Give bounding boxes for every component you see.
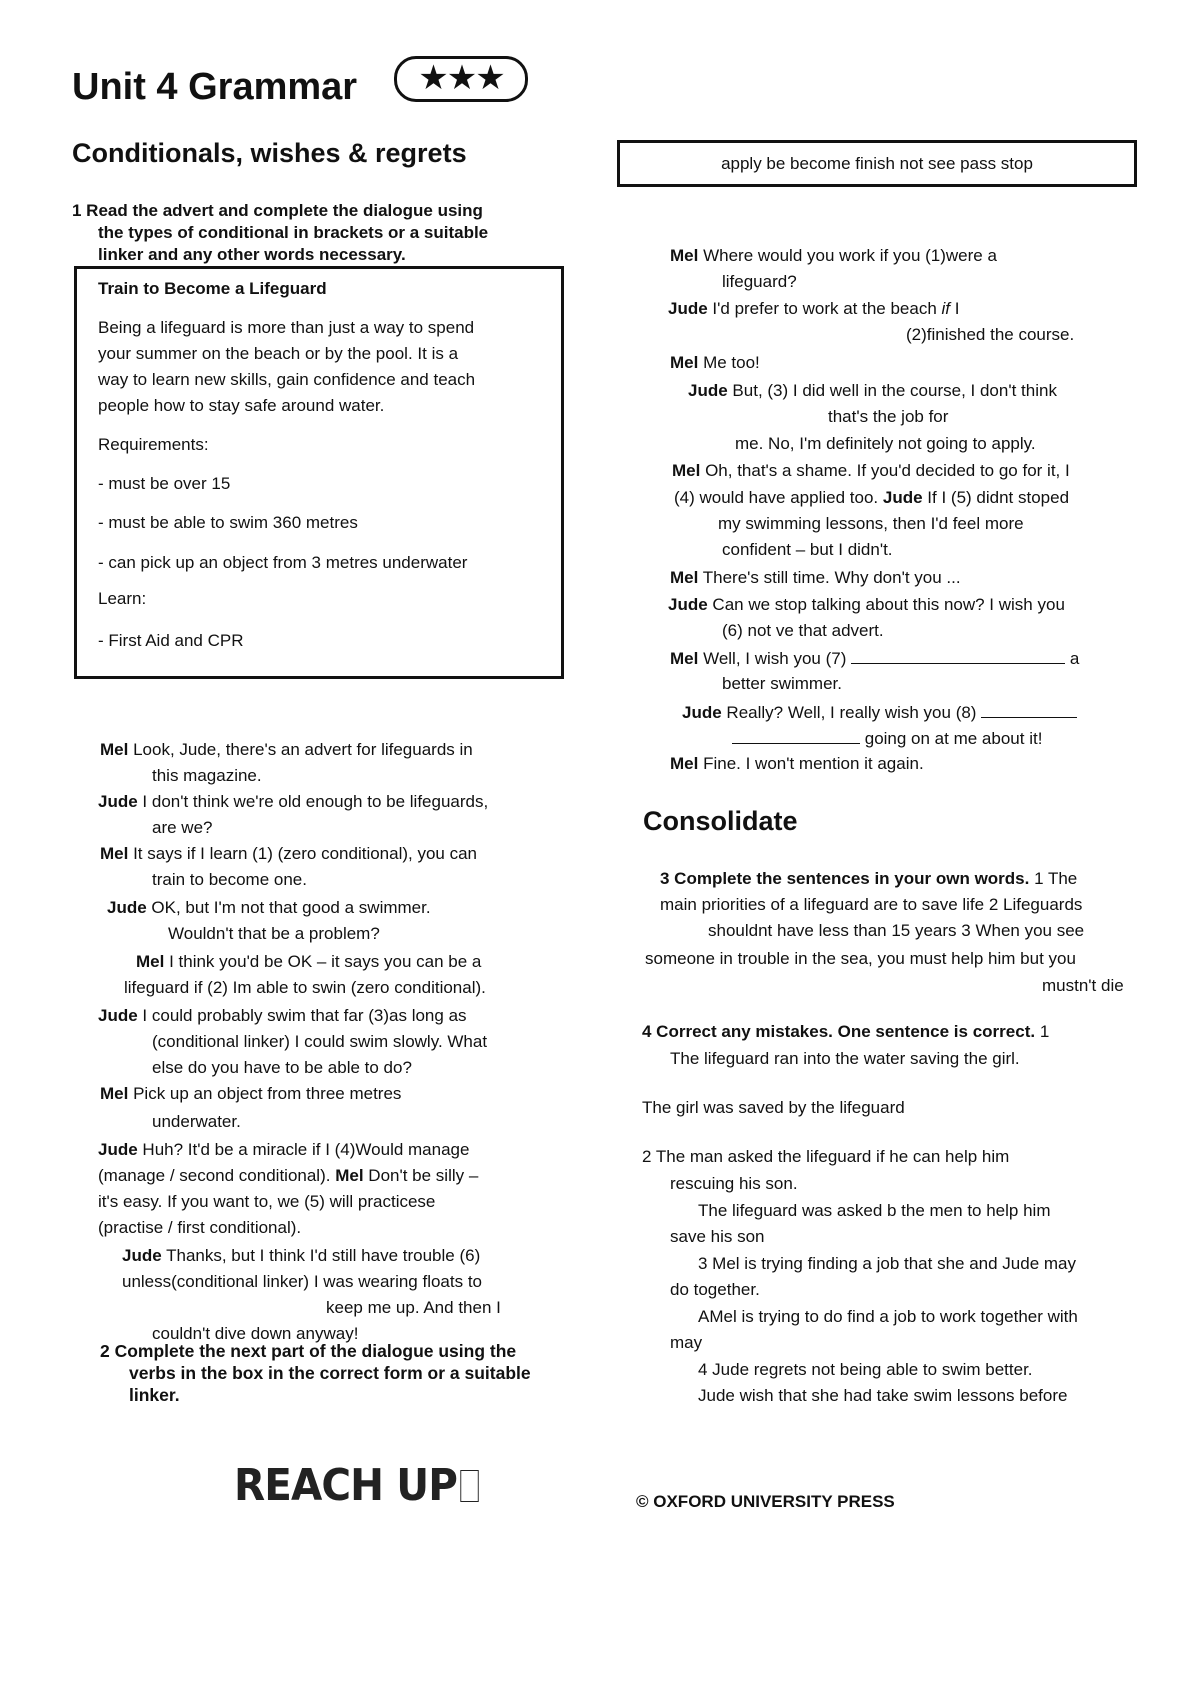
dialogue-line: (4) would have applied too. Jude If I (5) didnt stoped (674, 488, 1070, 507)
dialogue-line: Mel I think you'd be OK – it says you can be a (136, 952, 482, 971)
dialogue-line: Jude Can we stop talking about this now? I wish you (668, 595, 1065, 614)
speaker-name: Mel (136, 952, 165, 971)
speaker-name: Mel (672, 461, 701, 480)
dialogue-line: Jude I don't think we're old enough to be lifeguards, (98, 792, 489, 811)
exercise-4-line: 4 Jude regrets not being able to swim better. (698, 1360, 1033, 1379)
speaker-name: Jude (98, 792, 138, 811)
dialogue-line: Jude Thanks, but I think I'd still have trouble (6) (122, 1246, 481, 1265)
exercise-4-line: do together. (670, 1280, 760, 1299)
dialogue-line: Mel Well, I wish you (7) a (670, 645, 1079, 672)
dialogue-line: Jude OK, but I'm not that good a swimmer. (107, 898, 431, 917)
dialogue-line: lifeguard if (2) Im able to swin (zero conditional). (124, 978, 486, 997)
logo-mark-icon (461, 1470, 479, 1502)
exercise-4-line: 3 Mel is trying finding a job that she and Jude may (698, 1254, 1076, 1273)
speaker-name: Jude (682, 703, 722, 722)
exercise-4-answer: AMel is trying to do find a job to work together with (698, 1307, 1078, 1326)
dialogue-line: Mel There's still time. Why don't you ... (670, 568, 961, 587)
speaker-name: Jude (98, 1140, 138, 1159)
dialogue-line: Mel Look, Jude, there's an advert for lifeguards in (100, 740, 473, 759)
dialogue-line: Jude I could probably swim that far (3)as long as (98, 1006, 467, 1025)
learn-label: Learn: (98, 589, 147, 608)
dialogue-line: me. No, I'm definitely not going to apply. (735, 434, 1036, 453)
exercise-4-answer: The girl was saved by the lifeguard (642, 1098, 905, 1117)
dialogue-line: (conditional linker) I could swim slowly. What (152, 1032, 488, 1051)
dialogue-line: (manage / second conditional). Mel Don't be silly – (98, 1166, 479, 1185)
speaker-name: Mel (670, 353, 699, 372)
dialogue-line: Jude Really? Well, I really wish you (8) (682, 699, 1077, 726)
requirements-label: Requirements: (98, 435, 209, 454)
answer-blank (981, 699, 1077, 718)
speaker-name: Mel (100, 740, 129, 759)
exercise-3-line: someone in trouble in the sea, you must help him but you (645, 949, 1076, 968)
instruction-line: linker and any other words necessary. (98, 245, 406, 264)
exercise-4-instruction: 4 Correct any mistakes. One sentence is correct. (642, 1022, 1036, 1041)
dialogue-line: going on at me about it! (732, 725, 1042, 752)
dialogue-line: that's the job for (828, 407, 949, 426)
dialogue-line: unless(conditional linker) I was wearing floats to (122, 1272, 483, 1291)
exercise-4-answer: may (670, 1333, 703, 1352)
requirement-item: - must be able to swim 360 metres (98, 513, 358, 532)
dialogue-line: better swimmer. (722, 674, 842, 693)
dialogue-line: (practise / first conditional). (98, 1218, 302, 1237)
exercise-4-answer: save his son (670, 1227, 765, 1246)
dialogue-line: Wouldn't that be a problem? (168, 924, 380, 943)
speaker-name: Mel (100, 844, 129, 863)
speaker-name: Jude (882, 488, 923, 507)
advert-body-line: way to learn new skills, gain confidence and teach (98, 370, 476, 389)
dialogue-line: Jude But, (3) I did well in the course, I don't think (688, 381, 1057, 400)
difficulty-stars: ★★★ (394, 56, 528, 102)
exercise-3-line: shouldnt have less than 15 years 3 When you see (708, 921, 1085, 940)
dialogue-line: my swimming lessons, then I'd feel more (718, 514, 1024, 533)
exercise-3-instruction: 3 Complete the sentences in your own words. (660, 869, 1030, 888)
instruction-line: 1 Read the advert and complete the dialogue using (72, 201, 483, 220)
exercise-4-line: 4 Correct any mistakes. One sentence is correct. 1 (642, 1022, 1050, 1041)
dialogue-line: underwater. (152, 1112, 241, 1131)
exercise-2-instruction-line: linker. (129, 1385, 180, 1405)
speaker-name: Jude (668, 299, 708, 318)
dialogue-line: Mel Fine. I won't mention it again. (670, 754, 924, 773)
exercise-3-line: main priorities of a lifeguard are to save life 2 Lifeguards (660, 895, 1083, 914)
dialogue-line: couldn't dive down anyway! (152, 1324, 359, 1343)
instruction-line: the types of conditional in brackets or a suitable (98, 223, 489, 242)
exercise-4-answer: Jude wish that she had take swim lessons before (698, 1386, 1068, 1405)
section-title: Conditionals, wishes & regrets (72, 138, 467, 168)
unit-title: Unit 4 Grammar (72, 66, 358, 108)
exercise-4-line: The lifeguard ran into the water saving the girl. (670, 1049, 1020, 1068)
publisher-footer: © OXFORD UNIVERSITY PRESS (636, 1492, 895, 1511)
requirement-item: - must be over 15 (98, 474, 231, 493)
dialogue-line: Mel Where would you work if you (1)were a (670, 246, 997, 265)
exercise-1-instruction (72, 200, 592, 266)
answer-blank (851, 645, 1065, 664)
exercise-2-instruction-line: verbs in the box in the correct form or a suitable (129, 1363, 531, 1383)
dialogue-line: (2)finished the course. (906, 325, 1075, 344)
exercise-4-answer: The lifeguard was asked b the men to help him (698, 1201, 1051, 1220)
dialogue-line: (6) not ve that advert. (722, 621, 884, 640)
requirement-item: - can pick up an object from 3 metres underwater (98, 553, 468, 572)
speaker-name: Jude (98, 1006, 138, 1025)
speaker-name: Jude (122, 1246, 162, 1265)
dialogue-line: Mel Oh, that's a shame. If you'd decided to go for it, I (672, 461, 1070, 480)
speaker-name: Mel (670, 568, 699, 587)
dialogue-line: train to become one. (152, 870, 307, 889)
dialogue-line: Mel Pick up an object from three metres (100, 1084, 402, 1103)
learn-item: - First Aid and CPR (98, 631, 244, 650)
speaker-name: Jude (107, 898, 147, 917)
advert-title: Train to Become a Lifeguard (98, 279, 327, 298)
dialogue-line: Jude I'd prefer to work at the beach if I (668, 299, 960, 318)
speaker-name: Mel (100, 1084, 129, 1103)
dialogue-line: it's easy. If you want to, we (5) will practicese (98, 1192, 436, 1211)
exercise-3-line: 3 Complete the sentences in your own words. 1 The (660, 869, 1078, 888)
exercise-2-instruction-line: 2 Complete the next part of the dialogue using the (100, 1341, 517, 1361)
speaker-name: Mel (670, 246, 699, 265)
dialogue-line: keep me up. And then I (326, 1298, 501, 1317)
speaker-name: Mel (670, 649, 699, 668)
dialogue-line: are we? (152, 818, 213, 837)
consolidate-title: Consolidate (643, 806, 798, 836)
dialogue-line: Mel Me too! (670, 353, 760, 372)
exercise-4-line: rescuing his son. (670, 1174, 798, 1193)
dialogue-line: lifeguard? (722, 272, 797, 291)
exercise-4-line: 2 The man asked the lifeguard if he can help him (642, 1147, 1010, 1166)
speaker-name: Jude (668, 595, 708, 614)
dialogue-line: this magazine. (152, 766, 262, 785)
dialogue-line: Mel It says if I learn (1) (zero conditional), you can (100, 844, 478, 863)
speaker-name: Jude (688, 381, 728, 400)
dialogue-line: Jude Huh? It'd be a miracle if I (4)Would manage (98, 1140, 470, 1159)
word-box: apply be become finish not see pass stop (617, 140, 1137, 187)
speaker-name: Mel (335, 1166, 364, 1185)
speaker-name: Mel (670, 754, 699, 773)
answer-blank (732, 725, 860, 744)
dialogue-line: confident – but I didn't. (722, 540, 893, 559)
advert-body-line: your summer on the beach or by the pool. It is a (98, 344, 459, 363)
reach-up-logo: REACH UP (234, 1460, 479, 1511)
advert-body-line: people how to stay safe around water. (98, 396, 385, 415)
advert-body-line: Being a lifeguard is more than just a way to spend (98, 318, 475, 337)
exercise-3-line: mustn't die (1042, 976, 1124, 995)
dialogue-line: else do you have to be able to do? (152, 1058, 412, 1077)
